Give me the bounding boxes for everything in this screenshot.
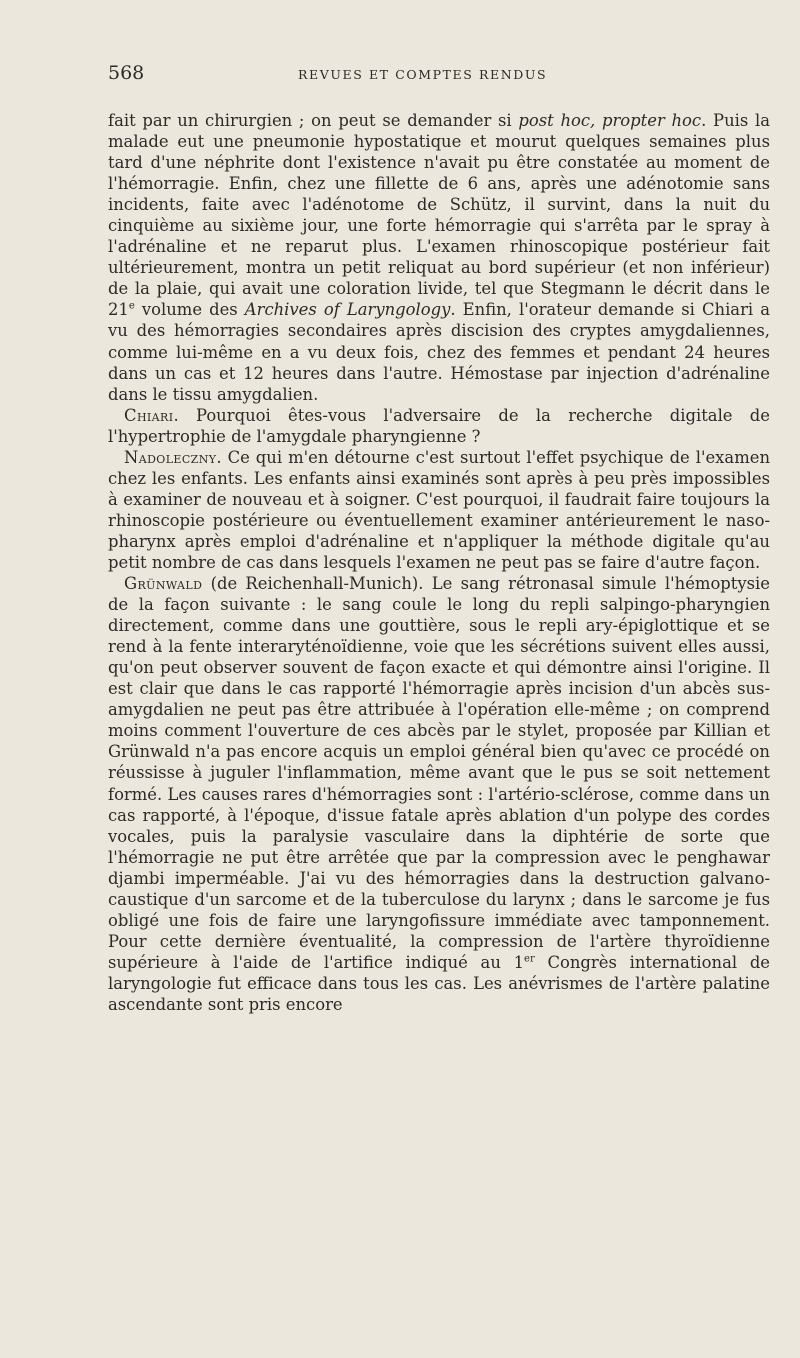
text-run: . Ce qui m'en détourne c'est surtout l'effet psychique de l'examen chez les enfants. Les enfants ainsi examinés sont après à peu près impossibles à examiner de nouveau et à soigner. C'est pourquoi, il faudrait faire toujours la rhinoscopie postérieure ou éventuellement examiner antérieurement le naso-pharynx après emploi d'adrénaline et n'appliquer la méthode digitale qu'au petit nombre de cas dans lesquels l'examen ne peut pas se faire d'autre façon. xyxy=(108,447,770,572)
speaker-name: Grünwald xyxy=(124,574,203,594)
paragraph-nadoleczny xyxy=(108,447,770,573)
page-number: 568 xyxy=(108,62,145,84)
text-run: volume des xyxy=(134,300,245,320)
paragraph-continuation xyxy=(108,110,770,405)
superscript: e xyxy=(128,300,135,312)
text-run: . Puis la malade eut une pneumonie hypostatique et mourut quelques semaines plus tard d'une néphrite dont l'existence n'avait pu être constatée au moment de l'hémorragie. Enfin, chez une fillette de 6 ans, après une adénotomie sans incidents, faite avec l'adénotome de Schütz, il survint, dans la nuit du cinquième au sixième jour, une forte hémorragie qui s'arrêta par le spray à l'adrénaline et ne reparut plus. L'examen rhinoscopique postérieur fait ultérieurement, montra un petit reliquat au bord supérieur (et non inférieur) de la plaie, qui avait une coloration livide, tel que Stegmann le décrit dans le 21 xyxy=(108,111,771,320)
text-run: (de Reichenhall-Munich). Le sang rétronasal simule l'hémoptysie de la façon suivante : le sang coule le long du repli salpingo-pharyngien directement, comme dans une gouttière, sous le repli ary-épiglottique et se rend à la fente interaryténoïdienne, voie que les sécrétions suivent elles aussi, qu'on peut observer souvent de façon exacte et qui démontre ainsi l'origine. Il est clair que dans le cas rapporté l'hémorragie après incision d'un abcès sus-amygdalien ne peut pas être attribuée à l'opération elle-même ; on comprend moins comment l'ouverture de ces abcès par le stylet, proposée par Killian et Grünwald n'a pas encore acquis un emploi général bien qu'avec ce procédé on réussisse à juguler l'inflammation, même avant que le pus se soit nettement formé. Les causes rares d'hémorragies sont : l'artério-sclérose, comme dans un cas rapporté, à l'époque, d'issue fatale après ablation d'un polype des cordes vocales, puis la paralysie vasculaire dans la diphtérie de sorte que l'hémorragie ne put être arrêtée que par la compression avec le penghawar djambi imperméable. J'ai vu des hémorragies dans la destruction galvano-caustique d'un sarcome et de la tuberculose du larynx ; dans le sarcome je fus obligé une fois de faire une laryngofissure immédiate avec tamponnement. Pour cette dernière éventualité, la compression de l'artère thyroïdienne supérieure à l'aide de l'artifice indiqué au 1 xyxy=(108,574,770,972)
paragraph-grunwald xyxy=(108,573,770,1015)
running-title: REVUES ET COMPTES RENDUS xyxy=(298,67,548,82)
superscript: er xyxy=(524,953,535,965)
speaker-name: Chiari xyxy=(124,405,174,425)
article-body xyxy=(108,110,770,1015)
text-run: Congrès international de laryngologie fut efficace dans tous les cas. Les anévrismes de l'artère palatine ascendante sont pris encore xyxy=(108,952,771,1014)
text-run: . Pourquoi êtes-vous l'adversaire de la recherche digitale de l'hypertrophie de l'amygdale pharyngienne ? xyxy=(108,405,770,446)
text-run: fait par un chirurgien ; on peut se demander si xyxy=(108,111,519,130)
speaker-name: Nadoleczny xyxy=(124,447,217,467)
page-header xyxy=(108,62,770,92)
journal-title: Archives of Laryngology xyxy=(244,300,451,320)
italic-phrase: post hoc, propter hoc xyxy=(518,111,702,130)
paragraph-chiari xyxy=(108,405,770,447)
text-run: . Enfin, l'orateur demande si Chiari a vu des hémorragies secondaires après discision des cryptes amygdaliennes, comme lui-même en a vu deux fois, chez des femmes et pendant 24 heures dans un cas et 12 heures dans l'autre. Hémostase par injection d'adrénaline dans le tissu amygdalien. xyxy=(108,300,770,404)
